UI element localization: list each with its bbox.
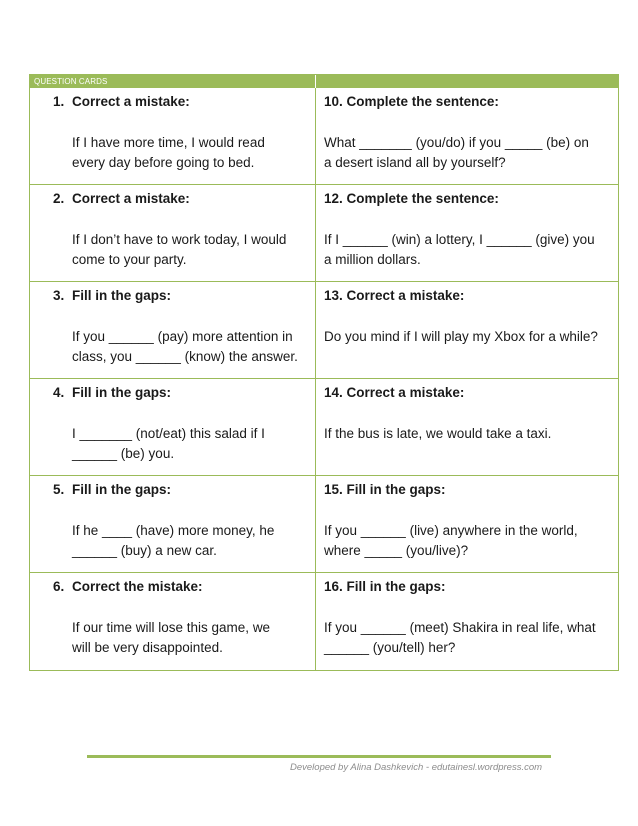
card-heading: Complete the sentence: — [346, 94, 499, 109]
card-line: If I have more time, I would read — [72, 135, 265, 150]
table-row — [30, 282, 618, 379]
card-title — [324, 383, 464, 403]
card-heading: Correct a mistake: — [346, 288, 465, 303]
question-card — [30, 185, 316, 281]
card-number: 2. — [53, 191, 65, 206]
card-number: 4. — [53, 385, 65, 400]
card-heading: Complete the sentence: — [346, 191, 499, 206]
card-title — [53, 189, 190, 209]
card-title — [53, 577, 203, 597]
card-number: 1. — [53, 94, 65, 109]
card-line: will be very disappointed. — [72, 640, 223, 655]
question-card — [30, 476, 316, 572]
card-line: If our time will lose this game, we — [72, 620, 271, 635]
card-heading: Fill in the gaps: — [346, 579, 446, 594]
table-row — [30, 379, 618, 476]
card-heading: Correct a mistake: — [72, 191, 190, 206]
card-text — [72, 133, 265, 173]
card-line: a million dollars. — [324, 252, 421, 267]
card-text — [72, 424, 265, 464]
question-cards-table — [29, 74, 619, 671]
card-line: If you ______ (live) anywhere in the world, — [324, 523, 578, 538]
card-line: Do you mind if I will play my Xbox for a while? — [324, 329, 598, 344]
card-text — [324, 618, 596, 658]
card-number: 6. — [53, 579, 65, 594]
header-empty-cell — [316, 75, 618, 88]
card-title — [324, 92, 499, 112]
card-line: I _______ (not/eat) this salad if I — [72, 426, 265, 441]
question-card — [316, 476, 618, 572]
question-card — [30, 573, 316, 670]
card-title — [324, 577, 446, 597]
question-card — [316, 185, 618, 281]
card-text — [324, 230, 595, 270]
card-heading: Fill in the gaps: — [72, 288, 172, 303]
footer-divider — [87, 755, 551, 758]
question-card — [30, 88, 316, 184]
card-title — [324, 189, 499, 209]
card-number: 16. — [324, 579, 343, 594]
card-line: What _______ (you/do) if you _____ (be) on — [324, 135, 589, 150]
card-line: where _____ (you/live)? — [324, 543, 469, 558]
header-label: QUESTION CARDS — [30, 75, 316, 88]
card-text — [324, 521, 578, 561]
footer-credit: Developed by Alina Dashkevich - edutainesl.wordpress.com — [290, 762, 543, 773]
card-heading: Fill in the gaps: — [72, 385, 172, 400]
card-line: If he ____ (have) more money, he — [72, 523, 275, 538]
card-line: If the bus is late, we would take a taxi. — [324, 426, 552, 441]
table-row — [30, 185, 618, 282]
card-number: 15. — [324, 482, 343, 497]
card-text — [72, 521, 274, 561]
card-title — [53, 480, 171, 500]
card-line: every day before going to bed. — [72, 155, 255, 170]
card-line: class, you ______ (know) the answer. — [72, 349, 298, 364]
card-text — [324, 327, 598, 367]
card-number: 3. — [53, 288, 65, 303]
card-line: If I ______ (win) a lottery, I ______ (give) you — [324, 232, 595, 247]
table-row — [30, 476, 618, 573]
card-text — [324, 133, 589, 173]
question-card — [316, 379, 618, 475]
question-card — [30, 379, 316, 475]
card-title — [324, 480, 446, 500]
card-heading: Correct a mistake: — [72, 94, 190, 109]
card-line: If I don’t have to work today, I would — [72, 232, 287, 247]
card-text — [72, 230, 286, 270]
card-number: 12. — [324, 191, 343, 206]
card-heading: Correct the mistake: — [72, 579, 203, 594]
card-line: come to your party. — [72, 252, 187, 267]
card-heading: Fill in the gaps: — [346, 482, 446, 497]
card-title — [53, 383, 171, 403]
card-line: a desert island all by yourself? — [324, 155, 506, 170]
card-line — [324, 444, 551, 464]
card-line: ______ (be) you. — [72, 446, 175, 461]
card-line — [324, 347, 598, 367]
card-number: 5. — [53, 482, 65, 497]
card-line: ______ (buy) a new car. — [72, 543, 217, 558]
card-heading: Correct a mistake: — [346, 385, 465, 400]
question-card — [316, 88, 618, 184]
card-title — [53, 92, 190, 112]
card-heading: Fill in the gaps: — [72, 482, 172, 497]
card-title — [324, 286, 464, 306]
card-text — [324, 424, 551, 464]
card-line: If you ______ (pay) more attention in — [72, 329, 293, 344]
question-card — [30, 282, 316, 378]
table-row — [30, 573, 618, 670]
table-header — [30, 75, 618, 88]
table-row — [30, 88, 618, 185]
card-text — [72, 327, 298, 367]
card-number: 14. — [324, 385, 343, 400]
card-line: ______ (you/tell) her? — [324, 640, 456, 655]
card-number: 10. — [324, 94, 343, 109]
card-text — [72, 618, 270, 658]
question-card — [316, 282, 618, 378]
card-title — [53, 286, 171, 306]
card-number: 13. — [324, 288, 343, 303]
question-card — [316, 573, 618, 670]
card-line: If you ______ (meet) Shakira in real life, what — [324, 620, 596, 635]
